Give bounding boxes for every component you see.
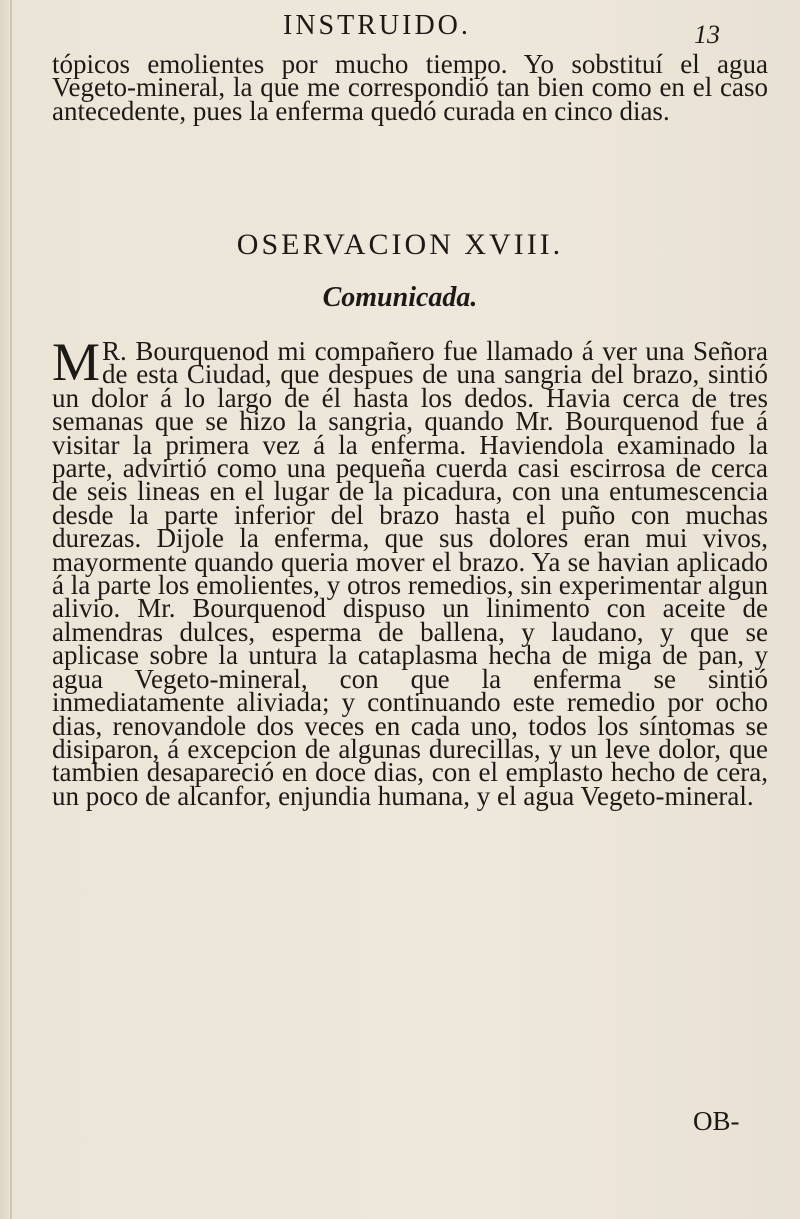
drop-cap: M (52, 332, 101, 392)
paragraph-main (52, 332, 768, 811)
catchword: OB- (693, 1106, 740, 1136)
paragraph-main-text: R. Bourquenod mi compañero fue llamado á ver una Señora de esta Ciudad, que despues de una sangria del brazo, sintió un dolor á lo largo de él hasta los dedos. Havia cerca de tres semanas que se hizo la sangria, quando Mr. Bourquenod fue á visitar la primera vez á la enferma. Haviendola examinado la parte, advirtió como una pequeña cuerda casi escirrosa de cerca de seis lineas en el lugar de la picadura, con una entumescencia desde la parte inferior del brazo hasta el puño con muchas durezas. Dijole la enferma, que sus dolores eran mui vivos, mayormente quando queria mover el brazo. Ya se havian aplicado á la parte los emolientes, y otros remedios, sin experimentar algun alivio. Mr. Bourquenod dispuso un linimento con aceite de almendras dulces, esperma de ballena, y laudano, y que se aplicase sobre la untura la cataplasma hecha de miga de pan, y agua Vegeto-mineral, con que la enferma se sintió inmediatamente aliviada; y continuando este remedio por ocho dias, renovandole dos veces en cada uno, todos los síntomas se disiparon, á excepcion de algunas durecillas, y un leve dolor, que tambien desapareció en doce dias, con el emplasto hecho de cera, un poco de alcanfor, enjundia humana, y el agua Vegeto-mineral. (52, 336, 768, 811)
section-subtitle: Comunicada. (322, 282, 478, 313)
page-edge-shadow (10, 0, 12, 1219)
paragraph-top: tópicos emolientes por mucho tiempo. Yo sobstituí el agua Vegeto-mineral, la que me correspondió tan bien como en el caso antecedente, pues la enferma quedó curada en cinco dias. (52, 49, 768, 126)
running-title: INSTRUIDO. (283, 10, 471, 41)
section-title: OSERVACION XVIII. (236, 228, 564, 261)
page-number: 13 (694, 20, 720, 49)
running-head (0, 6, 800, 49)
